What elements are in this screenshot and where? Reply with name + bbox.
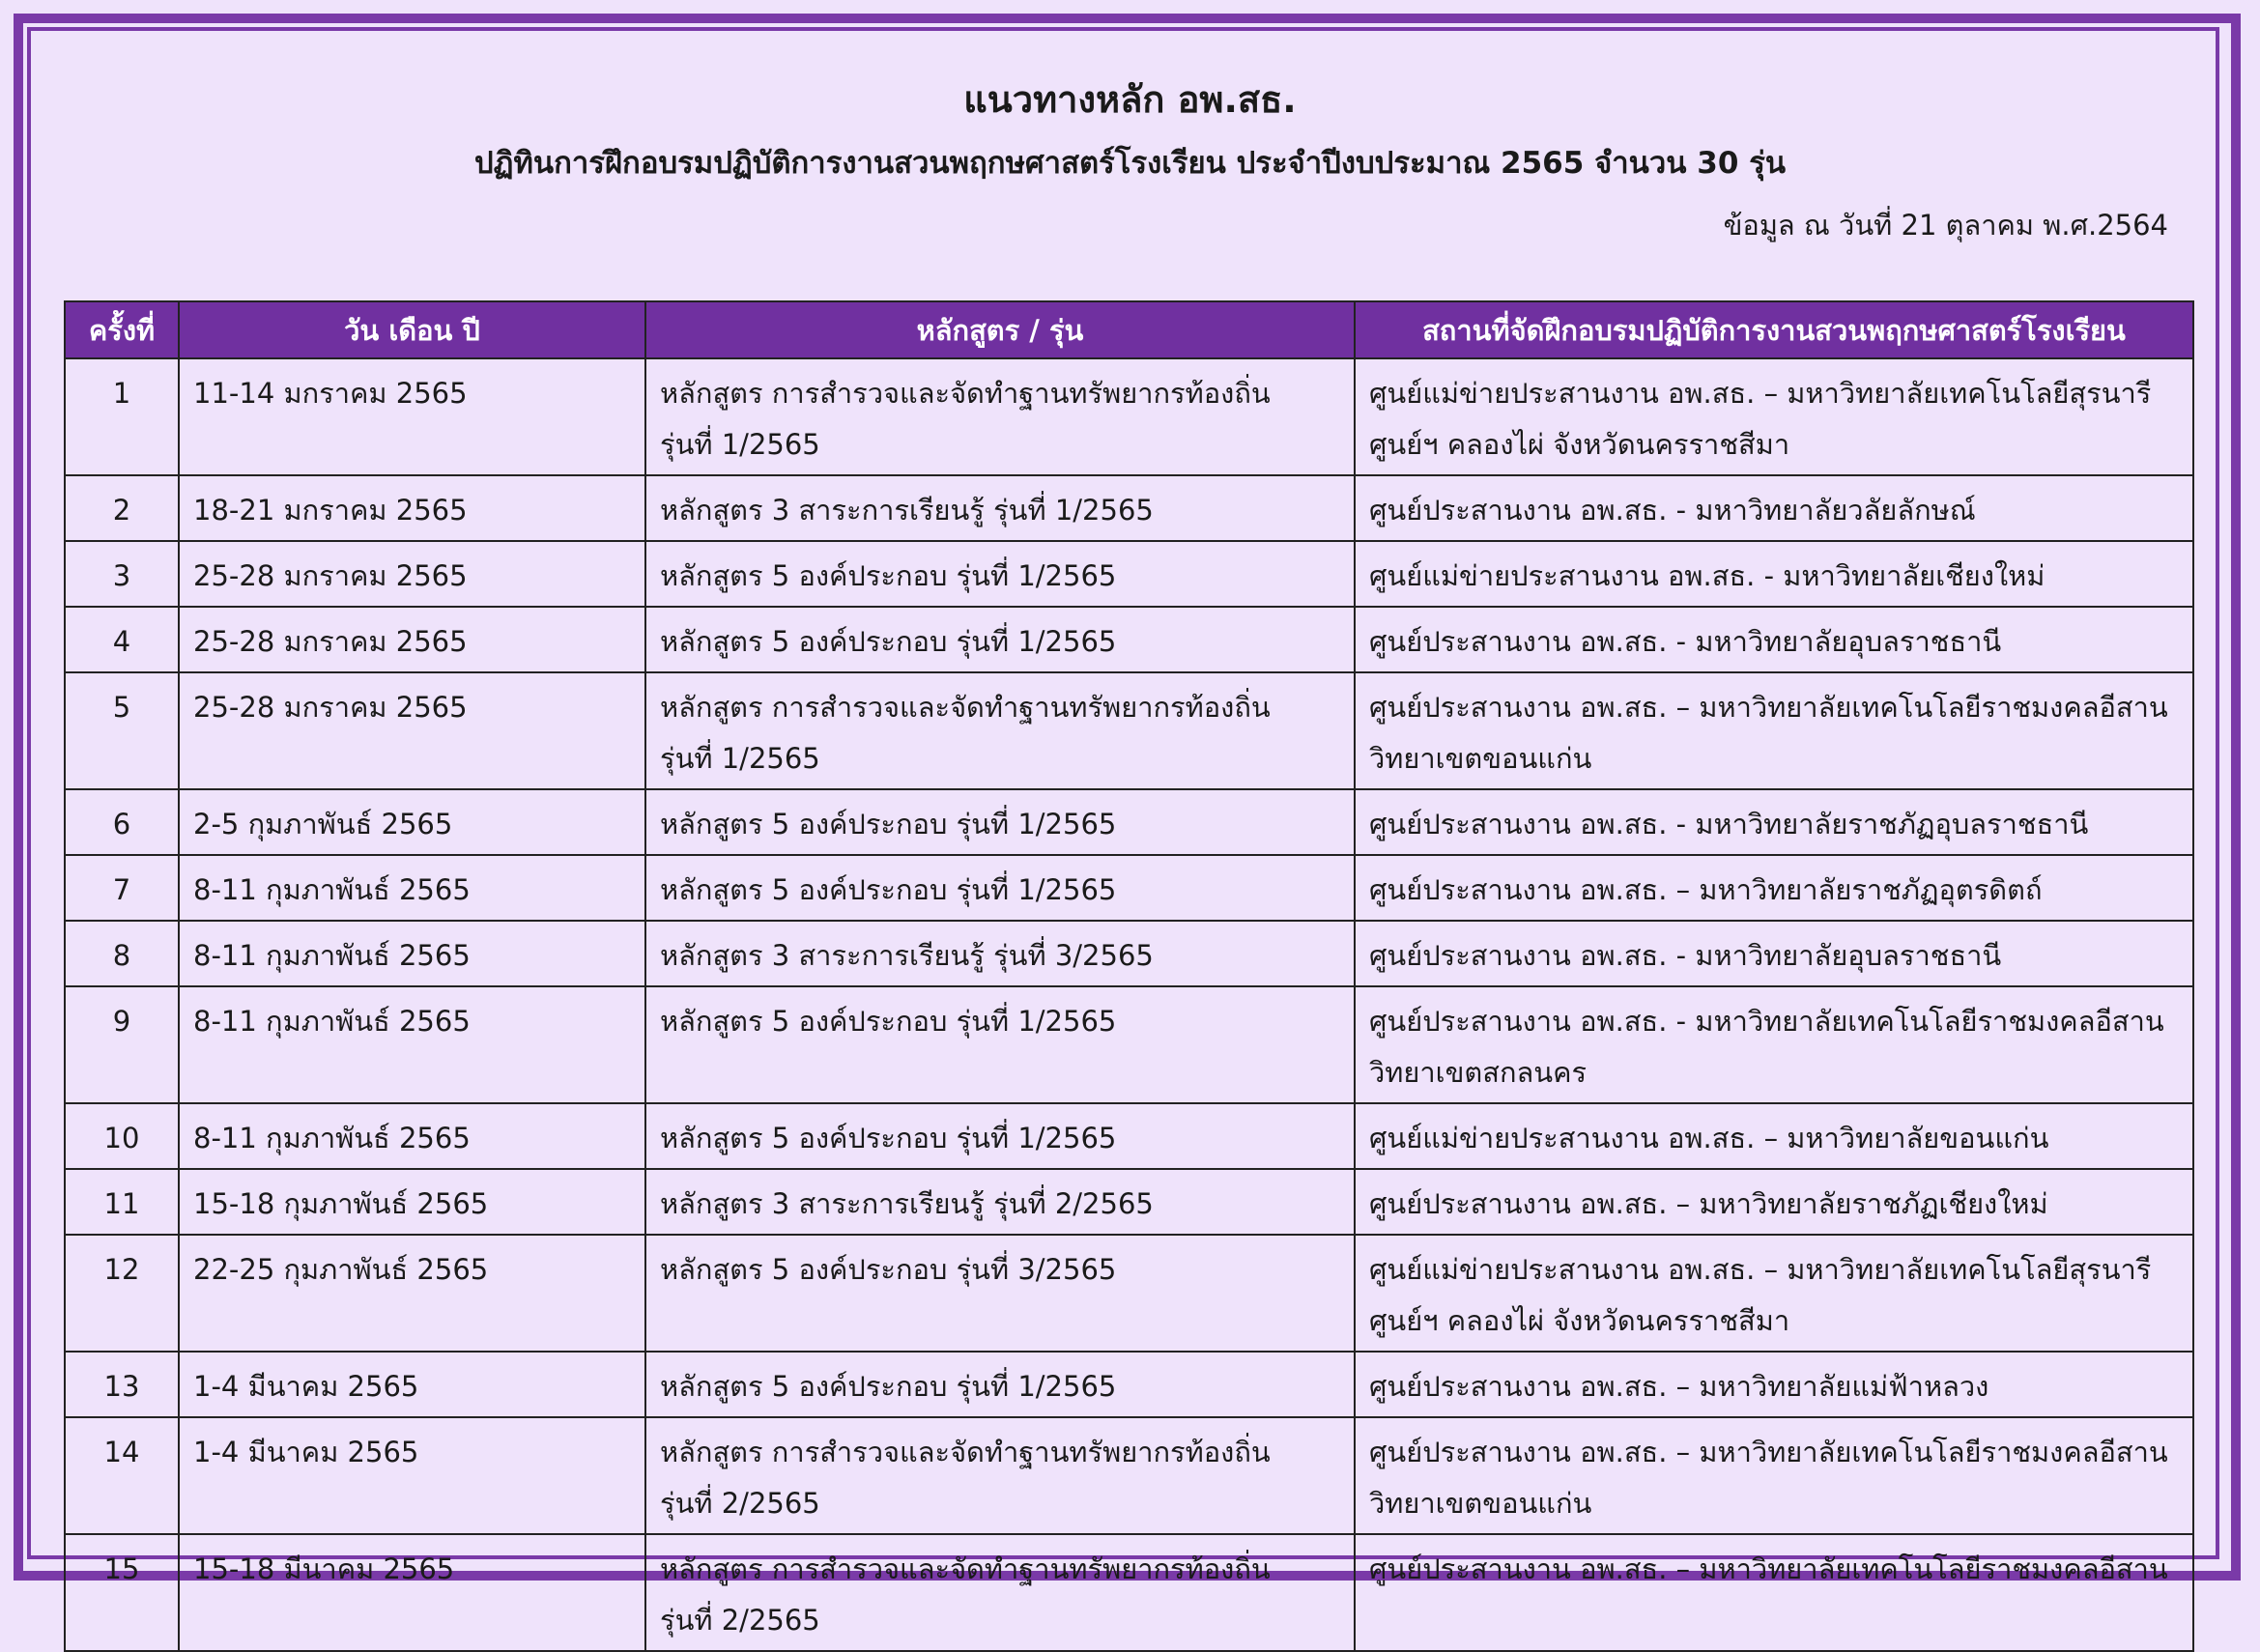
page-title: แนวทางหลัก อพ.สธ. [963, 78, 1297, 121]
cell-session-number: 4 [65, 607, 179, 672]
venue-line: ศูนย์ประสานงาน อพ.สธ. – มหาวิทยาลัยเทคโนโลยีราชมงคลอีสาน [1369, 1436, 2168, 1468]
cell-course [645, 607, 1355, 672]
cell-session-number: 15 [65, 1534, 179, 1651]
cell-course [645, 541, 1355, 607]
course-line: หลักสูตร 5 องค์ประกอบ รุ่นที่ 1/2565 [660, 808, 1117, 840]
cell-date: 22-25 กุมภาพันธ์ 2565 [179, 1235, 645, 1352]
table-row [65, 672, 2193, 789]
course-line: หลักสูตร 5 องค์ประกอบ รุ่นที่ 1/2565 [660, 625, 1117, 658]
cell-session-number: 11 [65, 1169, 179, 1235]
venue-line: ศูนย์ประสานงาน อพ.สธ. – มหาวิทยาลัยราชภัฏอุตรดิตถ์ [1369, 873, 2043, 906]
course-line: หลักสูตร การสำรวจและจัดทำฐานทรัพยากรท้องถิ่น [660, 691, 1271, 724]
venue-line: ศูนย์แม่ข่ายประสานงาน อพ.สธ. – มหาวิทยาลัยขอนแก่น [1369, 1122, 2049, 1154]
venue-line: ศูนย์ประสานงาน อพ.สธ. – มหาวิทยาลัยแม่ฟ้าหลวง [1369, 1370, 1989, 1403]
cell-session-number: 13 [65, 1352, 179, 1417]
cell-venue [1355, 541, 2193, 607]
column-header-date: วัน เดือน ปี [179, 301, 645, 358]
cell-venue [1355, 358, 2193, 475]
course-line: รุ่นที่ 1/2565 [660, 428, 820, 461]
cell-date: 8-11 กุมภาพันธ์ 2565 [179, 921, 645, 986]
cell-venue [1355, 1534, 2193, 1651]
venue-line: ศูนย์ประสานงาน อพ.สธ. - มหาวิทยาลัยอุบลราชธานี [1369, 939, 2002, 972]
cell-session-number: 6 [65, 789, 179, 855]
cell-session-number: 10 [65, 1103, 179, 1169]
cell-venue [1355, 986, 2193, 1103]
cell-date: 18-21 มกราคม 2565 [179, 475, 645, 541]
cell-venue [1355, 1103, 2193, 1169]
cell-course [645, 475, 1355, 541]
cell-session-number: 2 [65, 475, 179, 541]
course-line: หลักสูตร 3 สาระการเรียนรู้ รุ่นที่ 2/2565 [660, 1187, 1154, 1220]
table-row [65, 1417, 2193, 1534]
table-body [65, 358, 2193, 1651]
training-schedule-table [64, 300, 2194, 1652]
venue-line: ศูนย์ประสานงาน อพ.สธ. – มหาวิทยาลัยเทคโนโลยีราชมงคลอีสาน [1369, 691, 2168, 724]
course-line: หลักสูตร การสำรวจและจัดทำฐานทรัพยากรท้องถิ่น [660, 1436, 1271, 1468]
cell-session-number: 5 [65, 672, 179, 789]
table-header-row [65, 301, 2193, 358]
cell-date: 8-11 กุมภาพันธ์ 2565 [179, 986, 645, 1103]
cell-venue [1355, 921, 2193, 986]
cell-venue [1355, 1235, 2193, 1352]
cell-session-number: 14 [65, 1417, 179, 1534]
course-line: หลักสูตร 3 สาระการเรียนรู้ รุ่นที่ 1/2565 [660, 494, 1154, 527]
table-row [65, 541, 2193, 607]
cell-course [645, 672, 1355, 789]
course-line: รุ่นที่ 2/2565 [660, 1487, 820, 1520]
cell-course [645, 1534, 1355, 1651]
cell-date: 1-4 มีนาคม 2565 [179, 1352, 645, 1417]
cell-venue [1355, 1352, 2193, 1417]
cell-venue [1355, 789, 2193, 855]
cell-venue [1355, 855, 2193, 921]
cell-date: 25-28 มกราคม 2565 [179, 672, 645, 789]
cell-venue [1355, 1169, 2193, 1235]
table-row [65, 358, 2193, 475]
cell-course [645, 855, 1355, 921]
course-line: รุ่นที่ 2/2565 [660, 1604, 820, 1637]
course-line: หลักสูตร 5 องค์ประกอบ รุ่นที่ 1/2565 [660, 559, 1117, 592]
cell-session-number: 9 [65, 986, 179, 1103]
cell-session-number: 12 [65, 1235, 179, 1352]
course-line: หลักสูตร 5 องค์ประกอบ รุ่นที่ 1/2565 [660, 1005, 1117, 1038]
table-row [65, 921, 2193, 986]
cell-course [645, 1352, 1355, 1417]
cell-date: 11-14 มกราคม 2565 [179, 358, 645, 475]
cell-session-number: 3 [65, 541, 179, 607]
venue-line: ศูนย์ประสานงาน อพ.สธ. – มหาวิทยาลัยราชภัฏเชียงใหม่ [1369, 1187, 2048, 1220]
data-as-of-date: ข้อมูล ณ วันที่ 21 ตุลาคม พ.ศ.2564 [1723, 209, 2168, 242]
venue-line: วิทยาเขตสกลนคร [1369, 1056, 1588, 1089]
course-line: หลักสูตร 5 องค์ประกอบ รุ่นที่ 1/2565 [660, 873, 1117, 906]
cell-date: 8-11 กุมภาพันธ์ 2565 [179, 855, 645, 921]
table-row [65, 1235, 2193, 1352]
cell-venue [1355, 475, 2193, 541]
venue-line: ศูนย์ประสานงาน อพ.สธ. - มหาวิทยาลัยเทคโนโลยีราชมงคลอีสาน [1369, 1005, 2164, 1038]
venue-line: ศูนย์แม่ข่ายประสานงาน อพ.สธ. – มหาวิทยาลัยเทคโนโลยีสุรนารี [1369, 1253, 2152, 1286]
cell-date: 15-18 กุมภาพันธ์ 2565 [179, 1169, 645, 1235]
venue-line: ศูนย์ฯ คลองไผ่ จังหวัดนครราชสีมา [1369, 428, 1790, 461]
cell-venue [1355, 672, 2193, 789]
venue-line: วิทยาเขตขอนแก่น [1369, 742, 1592, 775]
cell-session-number: 1 [65, 358, 179, 475]
table-row [65, 1103, 2193, 1169]
cell-course [645, 789, 1355, 855]
cell-course [645, 986, 1355, 1103]
cell-course [645, 1169, 1355, 1235]
cell-date: 2-5 กุมภาพันธ์ 2565 [179, 789, 645, 855]
venue-line: ศูนย์ประสานงาน อพ.สธ. - มหาวิทยาลัยวลัยลักษณ์ [1369, 494, 1976, 527]
cell-session-number: 8 [65, 921, 179, 986]
cell-session-number: 7 [65, 855, 179, 921]
column-header-venue: สถานที่จัดฝึกอบรมปฏิบัติการงานสวนพฤกษศาสตร์โรงเรียน [1355, 301, 2193, 358]
course-line: หลักสูตร การสำรวจและจัดทำฐานทรัพยากรท้องถิ่น [660, 1552, 1271, 1585]
cell-venue [1355, 607, 2193, 672]
course-line: รุ่นที่ 1/2565 [660, 742, 820, 775]
cell-date: 25-28 มกราคม 2565 [179, 607, 645, 672]
page-subtitle: ปฏิทินการฝึกอบรมปฏิบัติการงานสวนพฤกษศาสตร์โรงเรียน ประจำปีงบประมาณ 2565 จำนวน 30 รุ่น [473, 146, 1787, 181]
venue-line: ศูนย์ประสานงาน อพ.สธ. – มหาวิทยาลัยเทคโนโลยีราชมงคลอีสาน [1369, 1552, 2168, 1585]
cell-date: 8-11 กุมภาพันธ์ 2565 [179, 1103, 645, 1169]
venue-line: ศูนย์ประสานงาน อพ.สธ. - มหาวิทยาลัยอุบลราชธานี [1369, 625, 2002, 658]
cell-venue [1355, 1417, 2193, 1534]
cell-course [645, 1235, 1355, 1352]
venue-line: ศูนย์แม่ข่ายประสานงาน อพ.สธ. - มหาวิทยาลัยเชียงใหม่ [1369, 559, 2045, 592]
column-header-course: หลักสูตร / รุ่น [645, 301, 1355, 358]
course-line: หลักสูตร 5 องค์ประกอบ รุ่นที่ 1/2565 [660, 1370, 1117, 1403]
table-row [65, 607, 2193, 672]
table-row [65, 1534, 2193, 1651]
table-row [65, 855, 2193, 921]
venue-line: ศูนย์แม่ข่ายประสานงาน อพ.สธ. – มหาวิทยาลัยเทคโนโลยีสุรนารี [1369, 377, 2152, 410]
table-row [65, 1352, 2193, 1417]
cell-course [645, 1103, 1355, 1169]
cell-date: 15-18 มีนาคม 2565 [179, 1534, 645, 1651]
course-line: หลักสูตร 5 องค์ประกอบ รุ่นที่ 1/2565 [660, 1122, 1117, 1154]
venue-line: ศูนย์ประสานงาน อพ.สธ. - มหาวิทยาลัยราชภัฏอุบลราชธานี [1369, 808, 2089, 840]
table-row [65, 475, 2193, 541]
cell-date: 1-4 มีนาคม 2565 [179, 1417, 645, 1534]
cell-course [645, 1417, 1355, 1534]
venue-line: ศูนย์ฯ คลองไผ่ จังหวัดนครราชสีมา [1369, 1304, 1790, 1337]
column-header-no: ครั้งที่ [65, 301, 179, 358]
cell-course [645, 921, 1355, 986]
table-row [65, 1169, 2193, 1235]
course-line: หลักสูตร 5 องค์ประกอบ รุ่นที่ 3/2565 [660, 1253, 1117, 1286]
cell-course [645, 358, 1355, 475]
cell-date: 25-28 มกราคม 2565 [179, 541, 645, 607]
venue-line: วิทยาเขตขอนแก่น [1369, 1487, 1592, 1520]
course-line: หลักสูตร 3 สาระการเรียนรู้ รุ่นที่ 3/2565 [660, 939, 1154, 972]
course-line: หลักสูตร การสำรวจและจัดทำฐานทรัพยากรท้องถิ่น [660, 377, 1271, 410]
table-row [65, 789, 2193, 855]
table-row [65, 986, 2193, 1103]
